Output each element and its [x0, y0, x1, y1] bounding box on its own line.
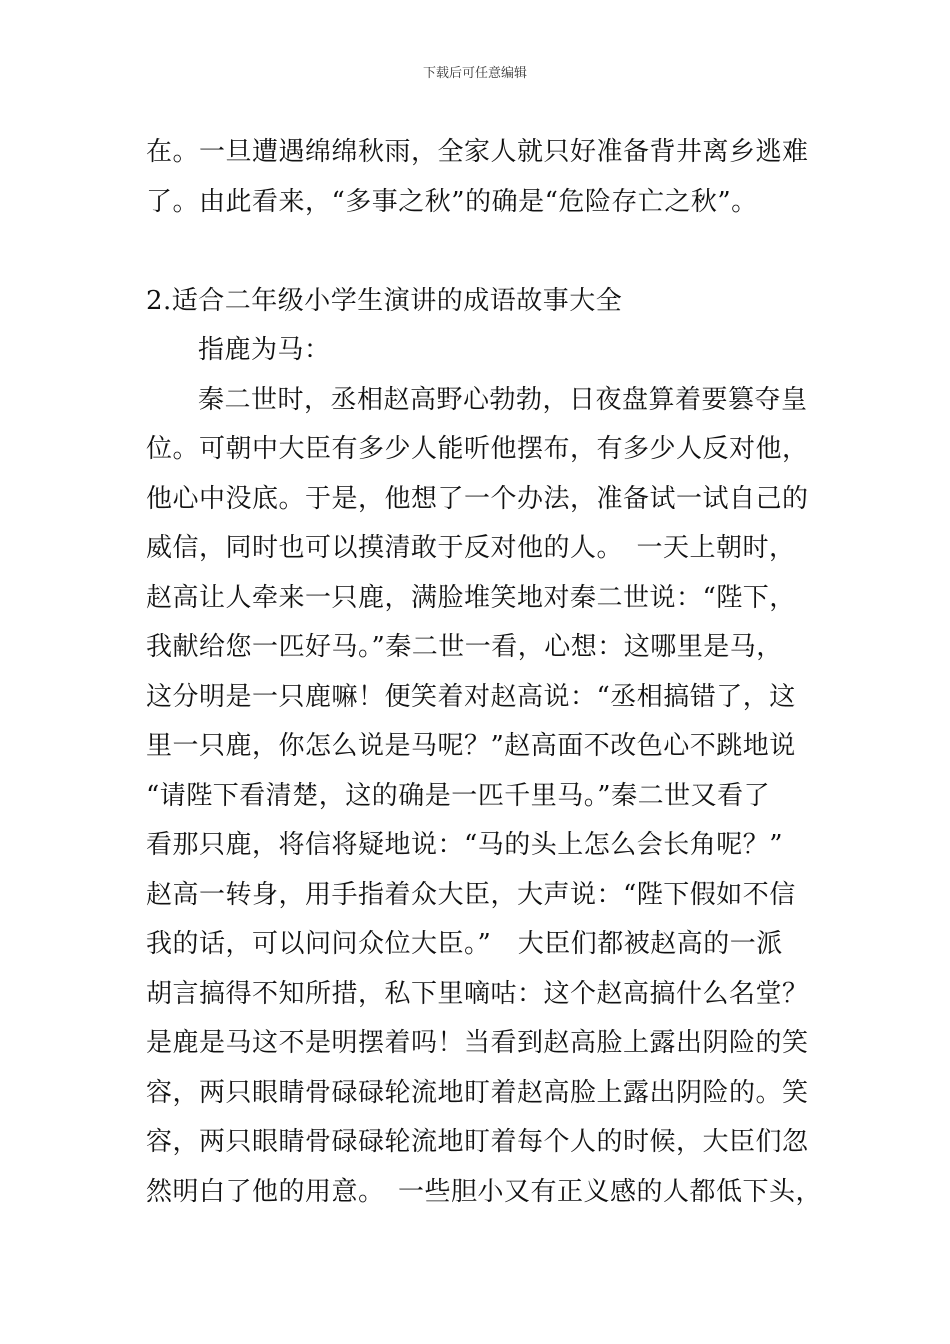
text-line: 容，两只眼睛骨碌碌轮流地盯着赵高脸上露出阴险的。笑	[146, 1077, 809, 1108]
text-line: 在。一旦遭遇绵绵秋雨，全家人就只好准备背井离乡逃难	[146, 137, 809, 167]
paragraph-spacer	[146, 227, 810, 277]
text-line: 威信，同时也可以摸清敢于反对他的人。 一天上朝时，	[146, 533, 796, 563]
text-line: 看那只鹿，将信将疑地说：“马的头上怎么会长角呢？”	[146, 830, 784, 860]
text-line: 我的话，可以问问众位大臣。” 大臣们都被赵高的一派	[146, 929, 783, 959]
text-line: “请陛下看清楚，这的确是一匹千里马。”秦二世又看了	[146, 780, 771, 811]
intro-paragraph	[146, 128, 810, 227]
story-paragraph	[146, 376, 823, 1218]
text-line: 赵高让人牵来一只鹿，满脸堆笑地对秦二世说：“陛下，	[146, 582, 796, 613]
story-title	[146, 326, 810, 376]
page-header: 下载后可任意编辑	[422, 66, 527, 81]
text-line: 我献给您一匹好马。”秦二世一看，心想：这哪里是马，	[146, 632, 783, 662]
section-heading	[146, 277, 810, 327]
text-line: 位。可朝中大臣有多少人能听他摆布，有多少人反对他，	[146, 434, 809, 464]
text-line: 容，两只眼睛骨碌碌轮流地盯着每个人的时候，大臣们忽	[146, 1127, 809, 1157]
text-line: 胡言搞得不知所措，私下里嘀咕：这个赵高搞什么名堂？	[146, 978, 809, 1009]
document-body	[146, 128, 823, 1217]
text-line: 里一只鹿，你怎么说是马呢？”赵高面不改色心不跳地说	[146, 731, 796, 761]
text-line: 了。由此看来，“多事之秋”的确是“危险存亡之秋”。	[146, 186, 758, 217]
text-line: 他心中没底。于是，他想了一个办法，准备试一试自己的	[146, 483, 809, 514]
story-title-text: 指鹿为马：	[198, 335, 331, 365]
text-line: 是鹿是马这不是明摆着吗！当看到赵高脸上露出阴险的笑	[146, 1028, 809, 1058]
text-line: 然明白了他的用意。 一些胆小又有正义感的人都低下头，	[146, 1176, 823, 1207]
text-line: 这分明是一只鹿嘛！便笑着对赵高说：“丞相搞错了，这	[146, 681, 796, 712]
section-heading-text: 2.适合二年级小学生演讲的成语故事大全	[146, 285, 623, 316]
text-line: 赵高一转身，用手指着众大臣，大声说：“陛下假如不信	[146, 879, 796, 910]
text-line: 秦二世时，丞相赵高野心勃勃，日夜盘算着要篡夺皇	[198, 384, 808, 415]
